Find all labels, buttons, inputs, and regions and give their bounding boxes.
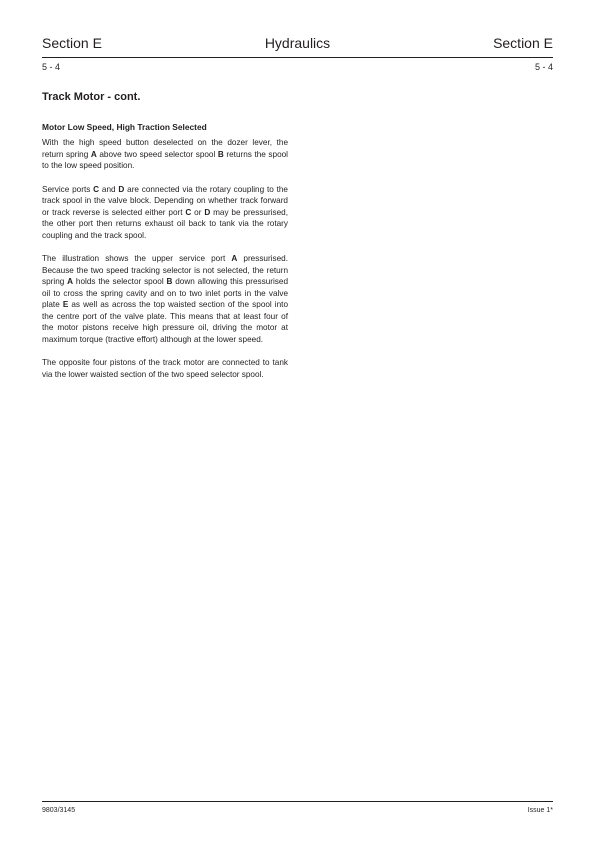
- reference-letter: A: [231, 254, 238, 263]
- text-run: holds the selector spool: [73, 277, 167, 286]
- text-run: and: [99, 184, 119, 194]
- footer-issue: Issue 1*: [527, 807, 553, 814]
- paragraph: [42, 357, 288, 380]
- reference-letter: D: [118, 184, 125, 194]
- reference-letter: C: [93, 184, 100, 194]
- page-number-left: 5 - 4: [42, 62, 61, 72]
- paragraph: [42, 137, 288, 172]
- header-rule: [42, 57, 553, 58]
- text-run: With the high speed button deselected on the dozer lever, the return spring: [42, 138, 288, 159]
- text-run: are connected via the rotary coupling to the track spool in the valve block. Depending on whether track forward or track reverse is selected either port: [42, 184, 288, 217]
- text-run: down allowing this pressurised oil to cross the spring cavity and on to two inlet ports in the valve plate: [42, 277, 288, 309]
- body-text: [42, 137, 288, 392]
- reference-letter: E: [62, 300, 69, 309]
- footer-document-number: 9803/3145: [42, 807, 76, 814]
- text-run: above two speed selector spool: [96, 149, 218, 159]
- text-run: pressurised. Because the two speed tracking selector is not selected, the return spring: [42, 254, 288, 286]
- page-number-right: 5 - 4: [534, 62, 553, 72]
- reference-letter: C: [185, 207, 192, 217]
- paragraph: [42, 184, 288, 242]
- subheading: Motor Low Speed, High Traction Selected: [42, 122, 207, 132]
- reference-letter: A: [90, 149, 97, 159]
- text-run: Service ports: [42, 184, 94, 194]
- reference-letter: B: [217, 149, 224, 159]
- text-run: The opposite four pistons of the track motor are connected to tank via the lower waisted section of the two speed selector spool.: [42, 358, 288, 379]
- header-section-right: Section E: [493, 35, 553, 51]
- text-run: may be pressurised, the other port then returns exhaust oil back to tank via the rotary coupling and the track spool.: [42, 207, 288, 240]
- header-section-left: Section E: [42, 35, 102, 51]
- header-title: Hydraulics: [264, 35, 331, 51]
- text-run: or: [191, 207, 205, 217]
- reference-letter: A: [67, 277, 74, 286]
- footer-rule: [42, 801, 553, 802]
- text-run: returns the spool to the low speed position.: [42, 149, 288, 170]
- reference-letter: D: [204, 207, 211, 217]
- reference-letter: B: [166, 277, 173, 286]
- text-run: The illustration shows the upper service port: [42, 254, 232, 263]
- page-heading: Track Motor - cont.: [42, 91, 141, 103]
- text-run: as well as across the top waisted section of the spool into the centre port of the valve plate. This means that at least four of the motor pistons receive high pressure oil, driving the motor at maximum torque (tractive effort) although at the lower speed.: [42, 300, 289, 344]
- paragraph: [42, 253, 288, 345]
